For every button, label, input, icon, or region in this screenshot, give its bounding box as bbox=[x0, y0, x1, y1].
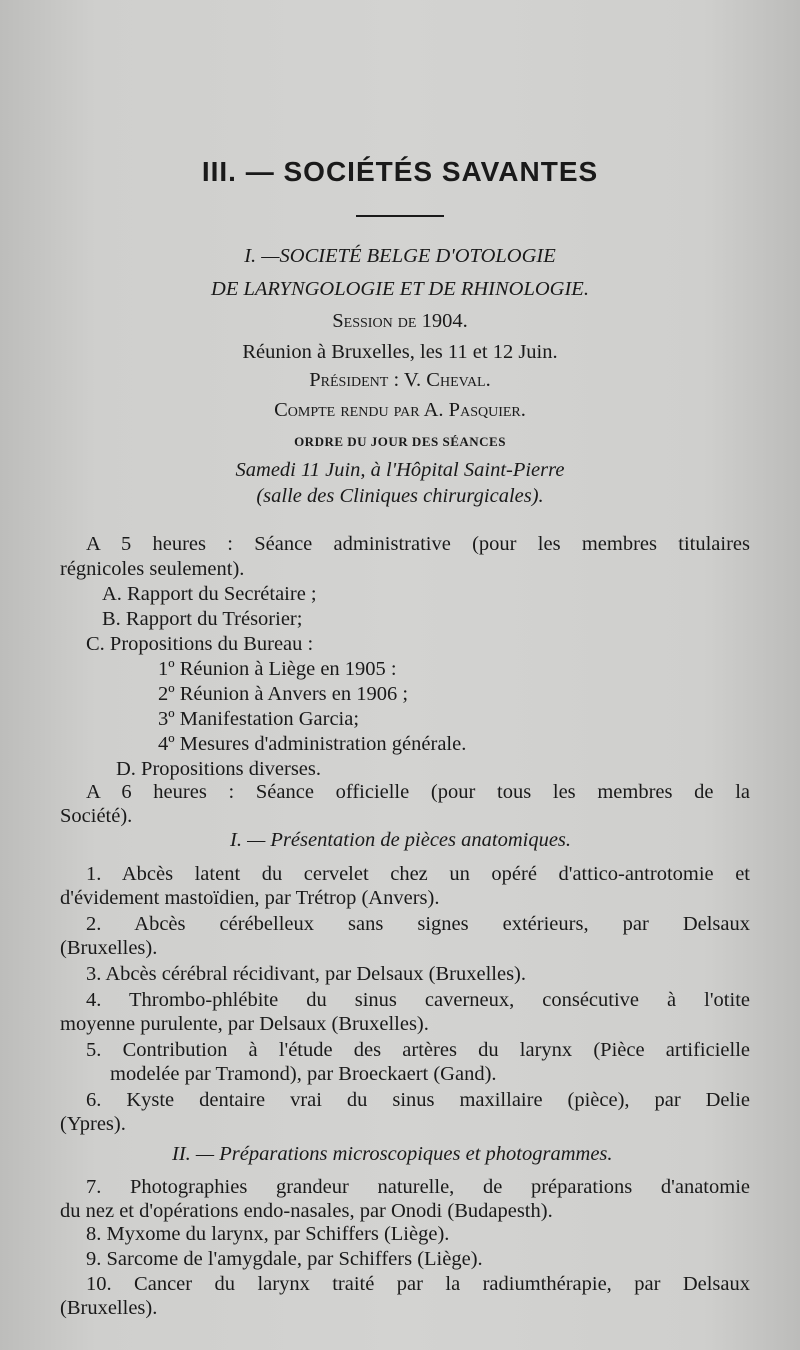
entry-6-line-1: 6. Kyste dentaire vrai du sinus maxillaire (pièce), par Delie bbox=[86, 1089, 750, 1111]
entry-4-line-2: moyenne purulente, par Delsaux (Bruxelles). bbox=[60, 1013, 429, 1035]
entry-1-line-1: 1. Abcès latent du cervelet chez un opéré d'attico-antrotomie et bbox=[86, 863, 750, 885]
entry-1-line-2: d'évidement mastoïdien, par Trétrop (Anvers). bbox=[60, 887, 440, 909]
official-session-line-2: Société). bbox=[60, 805, 133, 827]
entry-10-line-1: 10. Cancer du larynx traité par la radiumthérapie, par Delsaux bbox=[86, 1273, 750, 1295]
entry-6-line-2: (Ypres). bbox=[60, 1113, 126, 1135]
society-title-line-1: I. —SOCIETÉ BELGE D'OTOLOGIE bbox=[244, 245, 556, 267]
session-line: Session de 1904. bbox=[332, 310, 468, 332]
date-line-2: (salle des Cliniques chirurgicales). bbox=[256, 485, 544, 507]
entry-4-line-1: 4. Thrombo-phlébite du sinus caverneux, consécutive à l'otite bbox=[86, 989, 750, 1011]
admin-session-line-2: régnicoles seulement). bbox=[60, 558, 245, 580]
entry-8: 8. Myxome du larynx, par Schiffers (Liège). bbox=[86, 1223, 450, 1245]
entry-7-line-1: 7. Photographies grandeur naturelle, de préparations d'anatomie bbox=[86, 1176, 750, 1198]
society-title-line-2: DE LARYNGOLOGIE ET DE RHINOLOGIE. bbox=[211, 278, 589, 300]
section-2-title: II. — Préparations microscopiques et photogrammes. bbox=[172, 1143, 613, 1165]
sub-item-2: 2º Réunion à Anvers en 1906 ; bbox=[158, 683, 409, 705]
official-session-line-1: A 6 heures : Séance officielle (pour tous les membres de la bbox=[86, 781, 750, 803]
sub-item-1: 1º Réunion à Liège en 1905 : bbox=[158, 658, 397, 680]
page-heading: III. — SOCIÉTÉS SAVANTES bbox=[201, 156, 599, 187]
entry-10-line-2: (Bruxelles). bbox=[60, 1297, 158, 1319]
admin-item-d: D. Propositions diverses. bbox=[116, 758, 321, 780]
admin-item-c: C. Propositions du Bureau : bbox=[86, 633, 314, 655]
entry-9: 9. Sarcome de l'amygdale, par Schiffers (Liège). bbox=[86, 1248, 483, 1270]
admin-session-line-1: A 5 heures : Séance administrative (pour les membres titulaires bbox=[86, 533, 750, 555]
report-line: Compte rendu par A. Pasquier. bbox=[274, 399, 526, 421]
sub-item-3: 3º Manifestation Garcia; bbox=[158, 708, 360, 730]
admin-item-a: A. Rapport du Secrétaire ; bbox=[102, 583, 317, 605]
president-line: Président : V. Cheval. bbox=[309, 369, 491, 391]
entry-3: 3. Abcès cérébral récidivant, par Delsaux (Bruxelles). bbox=[86, 963, 526, 985]
sub-item-4: 4º Mesures d'administration générale. bbox=[158, 733, 467, 755]
date-line-1: Samedi 11 Juin, à l'Hôpital Saint-Pierre bbox=[235, 459, 565, 481]
entry-7-line-2: du nez et d'opérations endo-nasales, par Onodi (Budapesth). bbox=[60, 1200, 553, 1222]
admin-item-b: B. Rapport du Trésorier; bbox=[102, 608, 303, 630]
meeting-line: Réunion à Bruxelles, les 11 et 12 Juin. bbox=[242, 341, 558, 363]
entry-5-line-2: modelée par Tramond), par Broeckaert (Gand). bbox=[110, 1063, 497, 1085]
heading-rule bbox=[356, 215, 444, 217]
entry-5-line-1: 5. Contribution à l'étude des artères du larynx (Pièce artificielle bbox=[86, 1039, 750, 1061]
entry-2-line-2: (Bruxelles). bbox=[60, 937, 158, 959]
entry-2-line-1: 2. Abcès cérébelleux sans signes extérieurs, par Delsaux bbox=[86, 913, 750, 935]
section-1-title: I. — Présentation de pièces anatomiques. bbox=[230, 829, 572, 851]
order-title: ORDRE DU JOUR DES SÉANCES bbox=[294, 434, 506, 449]
